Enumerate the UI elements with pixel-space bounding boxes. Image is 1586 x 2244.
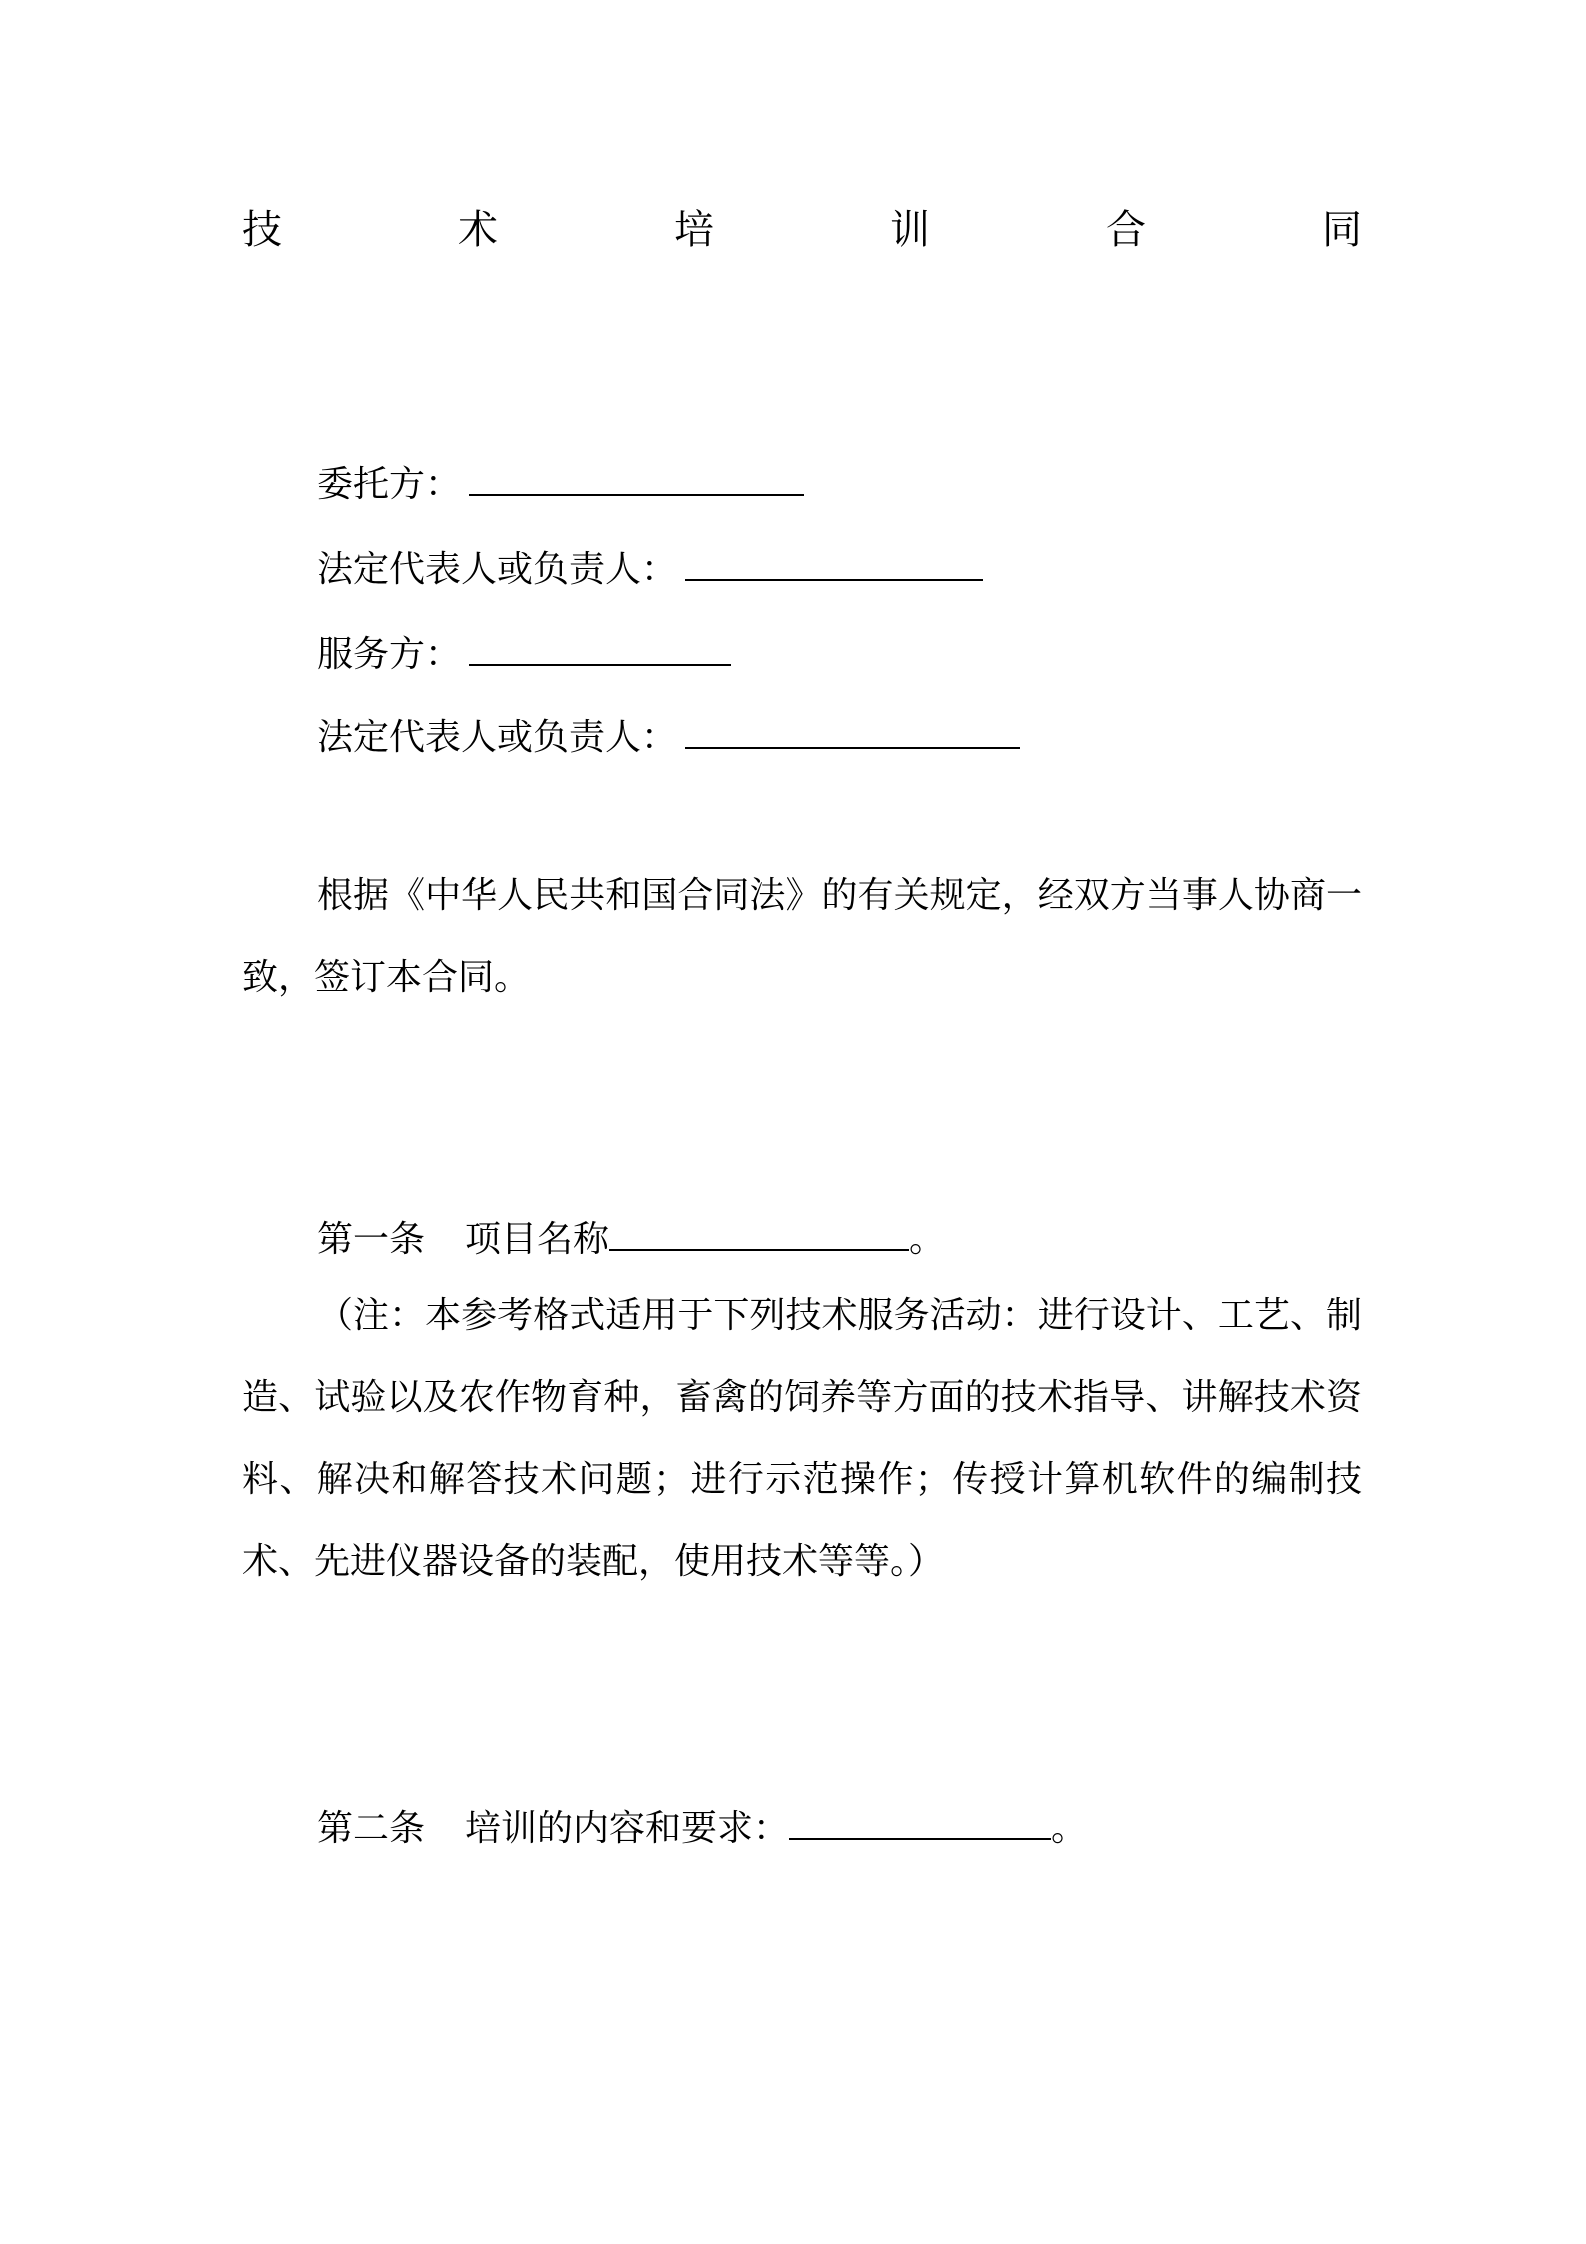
article-1-end: 。 [909, 1219, 946, 1260]
provider-rep-field [317, 703, 1020, 768]
article-2-title: 培训的内容和要求： [465, 1808, 790, 1849]
title-char: 训 [890, 207, 930, 253]
client-field [317, 450, 804, 515]
article-1-blank[interactable] [609, 1205, 909, 1251]
article-2-blank[interactable] [789, 1794, 1051, 1840]
client-rep-field [317, 535, 983, 600]
article-1-number: 第一条 [317, 1219, 426, 1260]
article-1-note: （注：本参考格式适用于下列技术服务活动：进行设计、工艺、制造、试验以及农作物育种，畜禽的饲养等方面的技术指导、讲解技术资料、解决和解答技术问题；进行示范操作；传授计算机软件的编制技术、先进仪器设备的装配，使用技术等等。） [242, 1295, 1362, 1582]
article-1-title: 项目名称 [465, 1219, 610, 1260]
title-char: 同 [1322, 207, 1362, 253]
title-char: 培 [674, 207, 714, 253]
client-rep-label: 法定代表人或负责人： [317, 549, 678, 590]
title-char: 合 [1106, 207, 1146, 253]
article-1-heading [317, 1205, 945, 1270]
provider-field [317, 620, 731, 685]
provider-rep-blank[interactable] [685, 703, 1020, 749]
article-2-end: 。 [1051, 1808, 1088, 1849]
client-label: 委托方： [317, 464, 462, 505]
provider-label: 服务方： [317, 634, 462, 675]
document-title [242, 200, 1362, 260]
title-char: 技 [242, 207, 282, 253]
preamble-paragraph: 根据《中华人民共和国合同法》的有关规定，经双方当事人协商一致，签订本合同。 [242, 875, 1362, 998]
article-2-heading [317, 1794, 1087, 1859]
client-blank[interactable] [469, 450, 804, 496]
article-2-number: 第二条 [317, 1808, 426, 1849]
provider-rep-label: 法定代表人或负责人： [317, 717, 678, 758]
provider-blank[interactable] [469, 620, 731, 666]
title-char: 术 [458, 207, 498, 253]
client-rep-blank[interactable] [685, 535, 983, 581]
